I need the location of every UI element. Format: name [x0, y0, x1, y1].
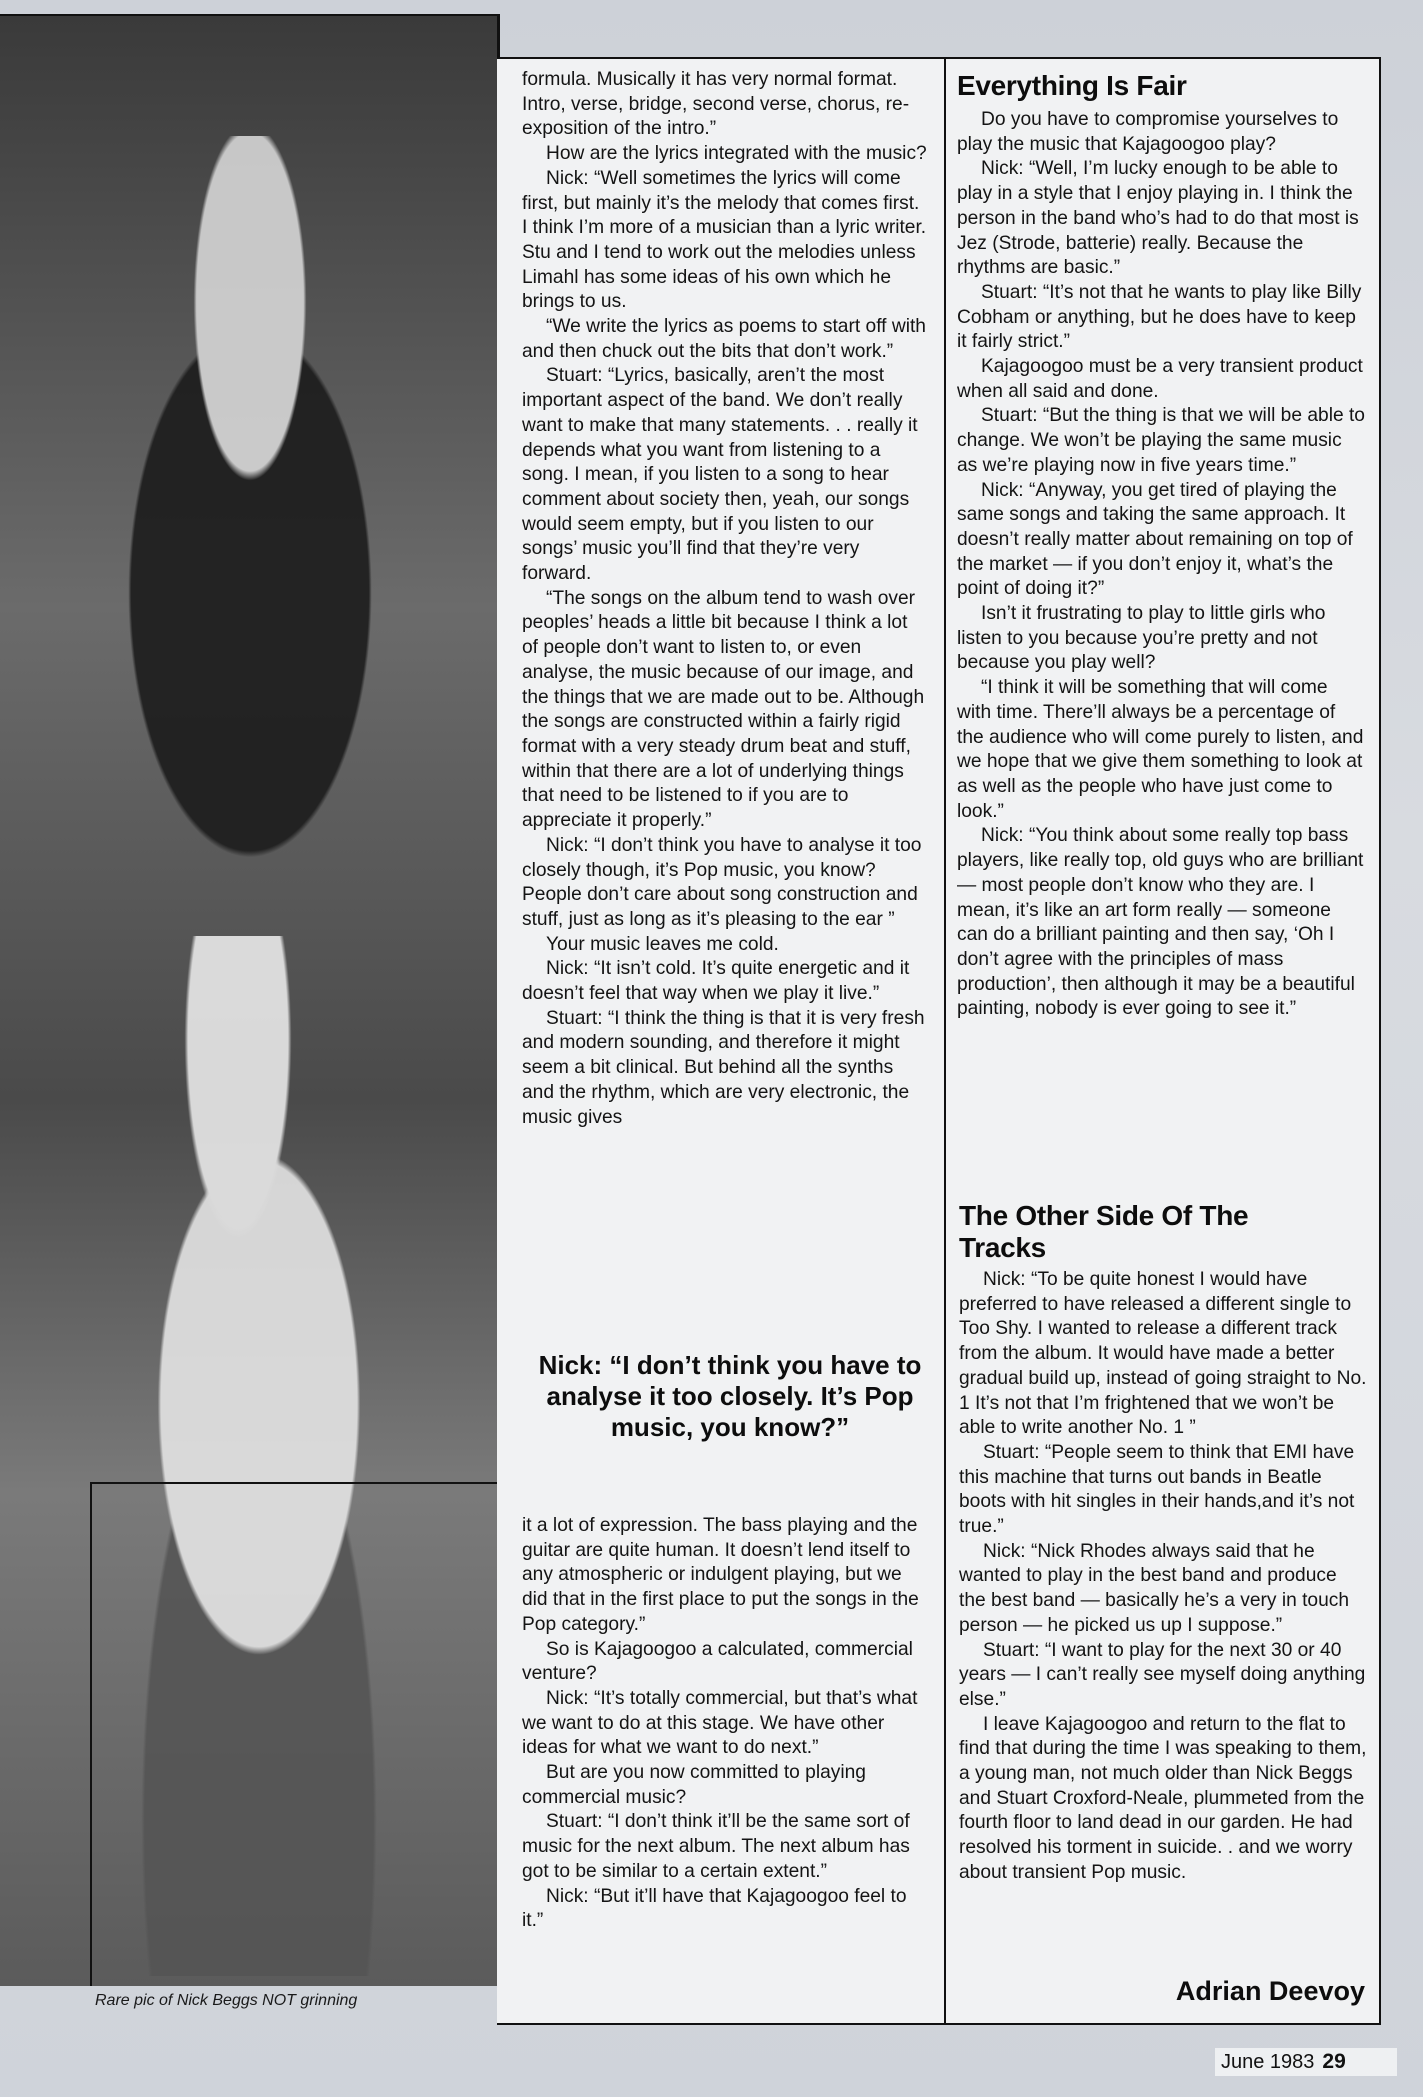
paragraph: I leave Kajagoogoo and return to the flat to find that during the time I was speaking to them, a young man, not much older than Nick Beggs and Stuart Croxford-Neale, plummeted from the fourth floor to land dead in our garden. He had resolved his torment in suicide. . and we worry about transient Pop music.	[959, 1713, 1367, 1883]
paragraph: Stuart: “People seem to think that EMI have this machine that turns out bands in Beatle boots with hit singles in their hands,and it’s not true.”	[959, 1441, 1355, 1538]
pull-quote: Nick: “I don’t think you have to analyse it too closely. It’s Pop music, you know?”	[538, 1350, 922, 1442]
section-heading-other-side: The Other Side Of The Tracks	[959, 1200, 1249, 1263]
paragraph: “The songs on the album tend to wash over peoples’ heads a little bit because I think a lot of people don’t want to listen to, or even analyse, the music because of our image, and the things that we are made out to be. Although the songs are constructed within a fairly rigid format with a very steady drum beat and stuff, within that there are a lot of underlying things that need to be listened to if you are to appreciate it properly.”	[522, 587, 925, 832]
article-column-2	[957, 108, 1367, 1022]
paragraph: Nick: “Well, I’m lucky enough to be able to play in a style that I enjoy playing in. I think the person in the band who’s had to do that most is Jez (Strode, batterie) really. Because the rhythms are basic.”	[957, 158, 1359, 279]
page-number: 29	[1322, 2050, 1346, 2073]
paragraph: Nick: “To be quite honest I would have preferred to have released a different single to Too Shy. I wanted to release a different track from the album. It would have made a better gradual build up, instead of going straight to No. 1 It’s not that I’m frightened that we won’t be able to write another No. 1 ”	[959, 1269, 1367, 1439]
page-folio	[1215, 2048, 1397, 2076]
article-column-1	[522, 68, 927, 1130]
paragraph: Nick: “Anyway, you get tired of playing the same songs and taking the same approach. It doesn’t really matter about remaining on top of the market — if you don’t enjoy it, what’s the point of doing it?”	[957, 479, 1353, 600]
photo-inset-frame	[90, 1482, 497, 1986]
paragraph: Nick: “You think about some really top bass players, like really top, old guys who are brilliant — most people don’t know who they are. I mean, it’s like an art form really — someone can do a brilliant painting and then say, ‘Oh I don’t agree with the principles of mass production’, then although it may be a beautiful painting, nobody is ever going to see it.”	[957, 825, 1364, 1020]
paragraph: Nick: “It isn’t cold. It’s quite energetic and it doesn’t feel that way when we play it live.”	[522, 958, 910, 1005]
paragraph: “We write the lyrics as poems to start off with and then chuck out the bits that don’t work.”	[522, 316, 926, 362]
section-heading-everything-is-fair: Everything Is Fair	[957, 70, 1187, 101]
paragraph: Do you have to compromise yourselves to play the music that Kajagoogoo play?	[957, 109, 1339, 155]
paragraph: Nick: “Nick Rhodes always said that he wanted to play in the best band and produce the best band — basically he’s a very in touch person — he picked us up I suppose.”	[959, 1540, 1350, 1636]
paragraph: Stuart: “I don’t think it’ll be the same sort of music for the next album. The next album has got to be similar to a certain extent.”	[522, 1811, 910, 1882]
article-column-2-continued	[959, 1268, 1367, 1886]
author-byline: Adrian Deevoy	[1175, 1976, 1365, 2006]
paragraph: Stuart: “I think the thing is that it is very fresh and modern sounding, and therefore it might seem a bit clinical. But behind all the synths and the rhythm, which are very electronic, the music gives	[522, 1007, 925, 1128]
paragraph: Stuart: “Lyrics, basically, aren’t the most important aspect of the band. We don’t really want to make that many statements. . . really it depends what you want from listening to a song. I mean, if you listen to a song to hear comment about society then, yeah, our songs would seem empty, but if you listen to our songs’ music you’ll find that they’re very forward.	[522, 365, 918, 585]
paragraph: Nick: “It’s totally commercial, but that’s what we want to do at this stage. We have other ideas for what we want to do next.”	[522, 1687, 918, 1759]
paragraph: How are the lyrics integrated with the music?	[546, 143, 927, 165]
column-divider	[944, 57, 946, 2023]
paragraph: Isn’t it frustrating to play to little girls who listen to you because you’re pretty and not because you play well?	[957, 603, 1326, 674]
paragraph: Kajagoogoo must be a very transient product when all said and done.	[957, 356, 1363, 402]
paragraph: Your music leaves me cold.	[546, 933, 779, 955]
paragraph: it a lot of expression. The bass playing and the guitar are quite human. It doesn’t lend itself to any atmospheric or indulgent playing, but we did that in the first place to put the songs in the Pop category.”	[522, 1515, 919, 1635]
photo-caption: Rare pic of Nick Beggs NOT grinning	[95, 1992, 358, 2009]
paragraph: Nick: “I don’t think you have to analyse it too closely though, it’s Pop music, you know? People don’t care about song construction and stuff, just as long as it’s pleasing to the ear ”	[522, 834, 922, 930]
photo-figure-top	[40, 136, 460, 966]
paragraph: formula. Musically it has very normal format. Intro, verse, bridge, second verse, chorus, re-exposition of the intro.”	[522, 69, 910, 140]
paragraph: “I think it will be something that will come with time. There’ll always be a percentage of the audience who will come purely to listen, and we hope that we give them something to look at as well as the people who have just come to look.”	[957, 677, 1364, 822]
paragraph: But are you now committed to playing commercial music?	[522, 1762, 866, 1808]
paragraph: Stuart: “I want to play for the next 30 or 40 years — I can’t really see myself doing anything else.”	[959, 1639, 1366, 1710]
paragraph: Stuart: “But the thing is that we will be able to change. We won’t be playing the same music as we’re playing now in five years time.”	[957, 405, 1365, 476]
paragraph: Stuart: “It’s not that he wants to play like Billy Cobham or anything, but he does have to keep it fairly strict.”	[957, 281, 1362, 353]
paragraph: Nick: “But it’ll have that Kajagoogoo feel to it.”	[522, 1885, 907, 1932]
article-column-1-continued	[522, 1514, 927, 1934]
band-photo	[0, 14, 500, 1986]
issue-date: June 1983	[1221, 2051, 1315, 2073]
paragraph: Nick: “Well sometimes the lyrics will come first, but mainly it’s the melody that comes first. I think I’m more of a musician than a lyric writer. Stu and I tend to work out the melodies unless Limahl has some ideas of his own which he brings to us.	[522, 167, 927, 313]
paragraph: So is Kajagoogoo a calculated, commercial venture?	[522, 1638, 913, 1685]
